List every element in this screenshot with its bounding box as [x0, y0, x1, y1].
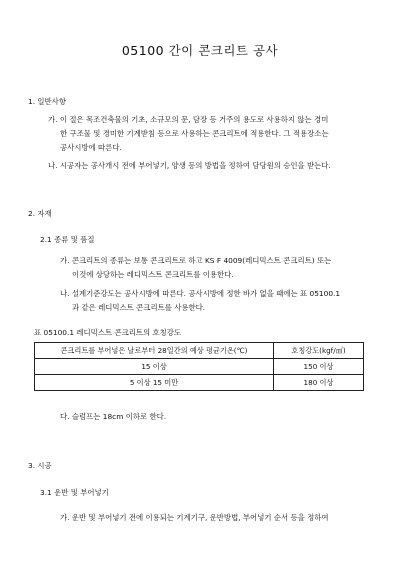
table-cell: 150 이상: [274, 359, 364, 375]
sec1-item-ga-line2: 한 구조물 및 경미한 기계받침 등으로 사용하는 콘크리트에 적용한다. 그 적용장소는: [60, 129, 329, 138]
table-header-cell: 콘크리트를 부어넣은 날로부터 28일간의 예상 평균기온(℃): [35, 343, 274, 359]
sec2-item-na-line1: 나. 설계기준강도는 공사시방에 따른다. 공사시방에 정한 바가 없을 때에는 표 05100.1: [60, 289, 341, 298]
table-cell: 15 이상: [35, 359, 274, 375]
section-3-1-heading: 3.1 운반 및 부어넣기: [40, 488, 109, 497]
table-header-row: [35, 343, 364, 359]
strength-table: [34, 342, 364, 391]
sec2-item-na-line2: 과 같은 레디믹스트 콘크리트를 사용한다.: [72, 303, 206, 312]
table-header-cell: 호칭강도(kgf/㎠): [274, 343, 364, 359]
section-1-heading: 1. 일반사항: [28, 97, 66, 106]
table-cell: 5 이상 15 미만: [35, 375, 274, 391]
sec1-item-ga-line1: 가. 이 절은 목조건축물의 기초, 소규모의 문, 담장 등 거주의 용도로 사용하지 않는 경미: [48, 115, 329, 124]
sec3-item-ga-line1: 가. 운반 및 부어넣기 전에 이용되는 기계기구, 운반방법, 부어넣기 순서 등을 정하여: [60, 513, 329, 522]
table-caption: 표 05100.1 레디믹스트 콘크리트의 호칭강도: [34, 328, 182, 337]
page-title: 05100 간이 콘크리트 공사: [121, 43, 279, 58]
section-2-1-heading: 2.1 종류 및 품질: [40, 235, 95, 244]
section-3-heading: 3. 시공: [28, 461, 52, 470]
table-row: [35, 359, 364, 375]
sec2-item-ga-line2: 이것에 상당하는 레디믹스트 콘크리트를 이용한다.: [72, 270, 234, 279]
sec1-item-ga-line3: 공사시방에 따른다.: [60, 143, 122, 152]
sec2-item-ga-line1: 가. 콘크리트의 종류는 보통 콘크리트로 하고 KS F 4009(레디믹스트 콘크리트) 또는: [60, 256, 332, 265]
table-row: [35, 375, 364, 391]
section-2-heading: 2. 자재: [28, 209, 52, 218]
table-cell: 180 이상: [274, 375, 364, 391]
sec2-item-da-line1: 다. 슬럼프는 18cm 이하로 한다.: [60, 412, 167, 421]
sec1-item-na-line1: 나. 시공자는 공사개시 전에 부어넣기, 양생 등의 방법을 정하여 담당원의 승인을 받는다.: [48, 161, 331, 170]
